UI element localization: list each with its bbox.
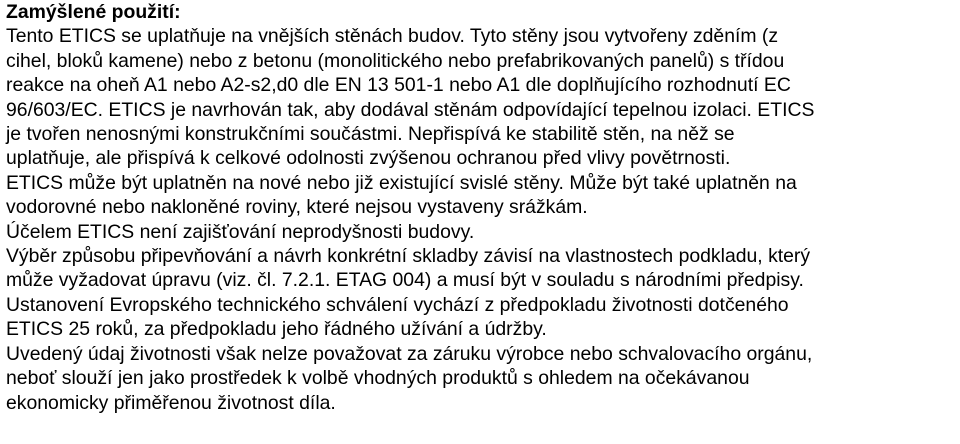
- text-line: Ustanovení Evropského technického schválení vychází z předpokladu životnosti dotčeného: [6, 293, 789, 316]
- text-line: uplatňuje, ale přispívá k celkové odolnosti zvýšenou ochranou před vlivy povětrnosti.: [6, 147, 731, 170]
- text-line: ETICS může být uplatněn na nové nebo již existující svislé stěny. Může být také uplatněn na: [6, 171, 797, 194]
- text-line: Výběr způsobu připevňování a návrh konkrétní skladby závisí na vlastnostech podkladu, který: [6, 245, 811, 268]
- text-line: cihel, bloků kamene) nebo z betonu (monolitického nebo prefabrikovaných panelů) s třídou: [6, 49, 785, 72]
- text-line: 96/603/EC. ETICS je navrhován tak, aby dodával stěnám odpovídající tepelnou izolaci. ETICS: [6, 98, 815, 121]
- text-line: Uvedený údaj životnosti však nelze považovat za záruku výrobce nebo schvalovacího orgánu,: [6, 342, 813, 365]
- text-line: ekonomicky přiměřenou životnost díla.: [6, 391, 336, 414]
- text-line: může vyžadovat úpravu (viz. čl. 7.2.1. ETAG 004) a musí být v souladu s národními předpisy.: [6, 269, 804, 292]
- text-line: je tvořen nenosnými konstrukčními součástmi. Nepřispívá ke stabilitě stěn, na něž se: [6, 123, 735, 146]
- text-line: neboť slouží jen jako prostředek k volbě vhodných produktů s ohledem na očekávanou: [6, 367, 750, 390]
- section-heading: Zamýšlené použití:: [6, 1, 181, 23]
- text-line: Tento ETICS se uplatňuje na vnějších stěnách budov. Tyto stěny jsou vytvořeny zděním (z: [6, 25, 779, 48]
- text-line: ETICS 25 roků, za předpokladu jeho řádného užívání a údržby.: [6, 318, 547, 341]
- text-line: reakce na oheň A1 nebo A2-s2,d0 dle EN 13 501-1 nebo A1 dle doplňujícího rozhodnutí EC: [6, 74, 791, 97]
- document-body: [6, 0, 956, 415]
- text-line: vodorovné nebo nakloněné roviny, které nejsou vystaveny srážkám.: [6, 196, 588, 219]
- text-line: Účelem ETICS není zajišťování neprodyšnosti budovy.: [6, 220, 475, 243]
